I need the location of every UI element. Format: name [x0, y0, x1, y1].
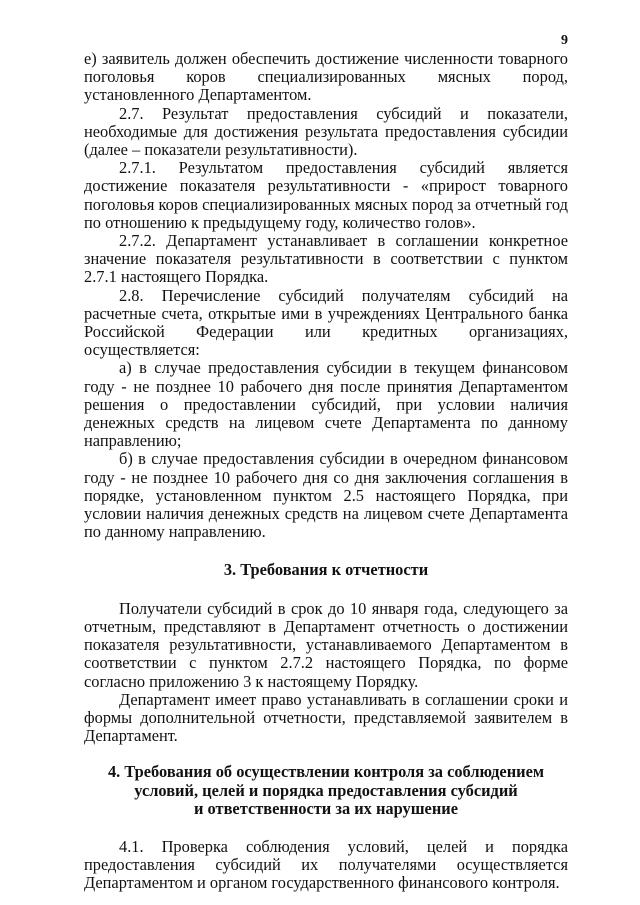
paragraph-2-8: 2.8. Перечисление субсидий получателям субсидий на расчетные счета, открытые ими в учреждениях Центрального банка Российской Федерации или кредитных организациях, осуществляется: [84, 285, 568, 360]
section-3-paragraph: Получатели субсидий в срок до 10 января года, следующего за отчетным, представляют в Департамент отчетность о достижении показателя результативности, устанавливаемого Департаментом в соответствии с пунктом 2.7.2 настоящего Порядка, по форме согласно приложению 3 к настоящему Порядку. [84, 598, 568, 691]
document-body [84, 50, 568, 893]
section-4-heading [84, 763, 568, 818]
paragraph-item-e: е) заявитель должен обеспечить достижение численности товарного поголовья коров специализированных мясных пород, установленного Департаментом. [84, 49, 568, 105]
paragraph-2-7-1: 2.7.1. Результатом предоставления субсидий является достижение показателя результативности - «прирост товарного поголовья коров специализированных мясных пород за отчетный год по отношению к предыдущему году, количество голов». [84, 158, 568, 232]
section-3-heading: 3. Требования к отчетности [223, 560, 429, 580]
section-4-heading-line: условий, целей и порядка предоставления субсидий [134, 780, 518, 800]
paragraph-2-8-b: б) в случае предоставления субсидии в очередном финансовом году - не позднее 10 рабочего дня со дня заключения соглашения в порядке, установленном пунктом 2.5 настоящего Порядка, при условии наличия денежных средств на лицевом счете Департамента по данному направлению. [84, 449, 568, 542]
paragraph-2-7-2: 2.7.2. Департамент устанавливает в соглашении конкретное значение показателя результативности в соответствии с пунктом 2.7.1 настоящего Порядка. [84, 231, 568, 287]
section-3-paragraph: Департамент имеет право устанавливать в соглашении сроки и формы дополнительной отчетности, представляемой заявителем в Департамент. [84, 689, 568, 746]
section-4-heading-line: 4. Требования об осуществлении контроля за соблюдением [107, 762, 545, 782]
page-number: 9 [561, 33, 568, 48]
paragraph-2-8-a: а) в случае предоставления субсидии в текущем финансовом году - не позднее 10 рабочего дня после принятия Департаментом решения о предоставлении субсидий, при условии наличия денежных средств на лицевом счете Департамента по данному направлению; [84, 358, 568, 451]
paragraph-4-1: 4.1. Проверка соблюдения условий, целей и порядка предоставления субсидий их получателями осуществляется Департаментом и органом государственного финансового контроля. [84, 836, 568, 893]
paragraph-2-7: 2.7. Результат предоставления субсидий и показатели, необходимые для достижения результата предоставления субсидии (далее – показатели результативности). [84, 103, 568, 160]
section-4-heading-line: и ответственности за их нарушение [194, 798, 458, 818]
